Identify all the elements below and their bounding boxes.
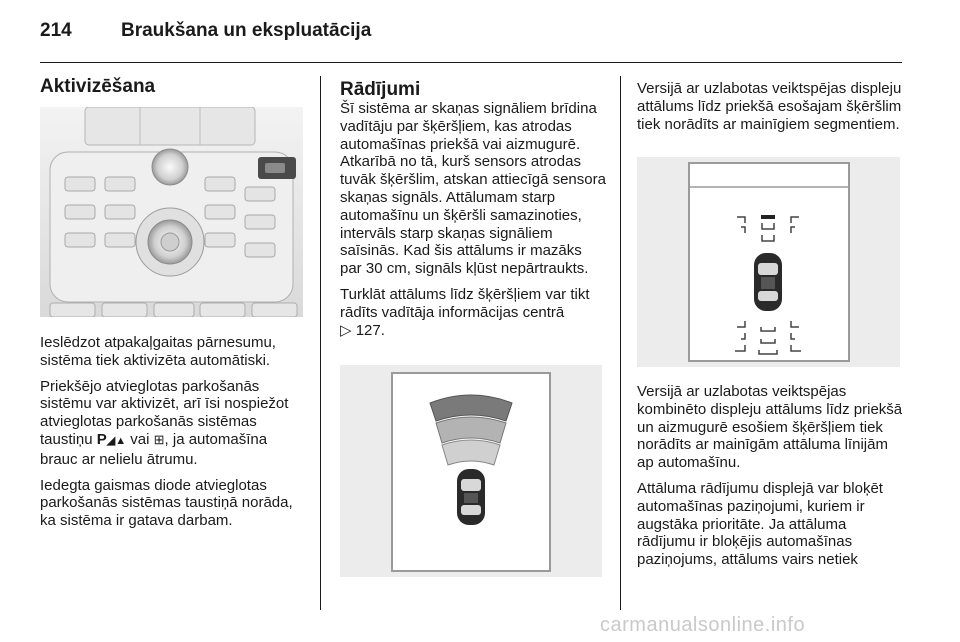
text-span: vai [130,430,150,448]
paragraph: Iedegta gaismas diode atvieglotas parkošanās sistēmas taustiņā norāda, ka sistēma ir gatava darbam. [40,476,293,530]
header-rule [40,62,902,63]
section-title-activation: Aktivizēšana [40,76,156,97]
car-top-view-icon [754,253,782,311]
car-top-view-icon [457,469,485,525]
section-title-indication: Rādījumi [340,79,421,100]
column-divider [320,76,321,610]
paragraph: Šī sistēma ar skaņas signāliem brīdina vadītāju par šķēršļiem, kas atrodas automašīnas priekšā vai aizmugurē. Atkarībā no tā, kurš sensors atrodas tuvāk šķēršlim, atskan attiecīgā sensora skaņas signāls. Attālumam starp automašīnu un šķēršli samazinoties, intervāls starp skaņas signāliem saīsinās. Kad šis attālums ir mazāks par 30 cm, signāls kļūst nepārtraukts. [340,100,606,278]
paragraph: Versijā ar uzlabotas veiktspējas kombinēto displeju attālums līdz priekšā un aizmugurē esošiem šķēršļiem tiek norādīts ar mainīgām attāluma līnijām ap automašīnu. [637,383,903,472]
page-header [40,20,371,42]
text-span: Priekšējo atvieglotas parkošanās sistēmu var aktivizēt, arī īsi nospiežot atvieglotas parkošanās sistēmas taustiņu [40,377,289,448]
column-1-text [40,334,308,538]
column-3-text [637,383,903,577]
parking-assist-button-icon: P◢▲ [96,430,127,448]
front-segments-display-illustration [340,365,602,577]
text-span: Turklāt attālums līdz šķēršļiem var tikt rādīts vadītāja informācijas centrā [340,285,590,321]
paragraph: Versijā ar uzlabotas veiktspējas displeju attālums līdz priekšā esošajam šķēršlim tiek norādīts ar mainīgiem segmentiem. [637,80,902,133]
column-2 [340,80,606,347]
dashboard-console-photo [40,107,303,317]
page-ref-arrow-icon: ▷ [340,321,352,339]
icon-letter: P [96,430,107,448]
paragraph: Ieslēdzot atpakaļgaitas pārnesumu, sistēma tiek aktivizēta automātiski. [40,334,276,369]
page-ref: 127. [355,321,385,339]
text-span: , ja automašīna brauc ar nelielu ātrumu. [40,430,268,468]
parking-sensor-icon: ⊞ [153,431,165,447]
column-1 [40,78,308,96]
column-3 [637,80,903,141]
page-number: 214 [40,20,72,41]
paragraph [340,286,606,339]
paragraph [40,378,308,469]
chapter-title: Braukšana un ekspluatācija [120,20,372,41]
watermark: carmanualsonline.info [600,614,806,636]
paragraph: Attāluma rādījumu displejā var bloķēt automašīnas paziņojumi, kuriem ir augstāka prioritāte. Ja attāluma rādījumu ir bloķējis automašīnas paziņojums, attālums vairs netiek [637,479,883,569]
distance-lines-display-illustration [637,157,900,367]
column-divider [620,76,621,610]
